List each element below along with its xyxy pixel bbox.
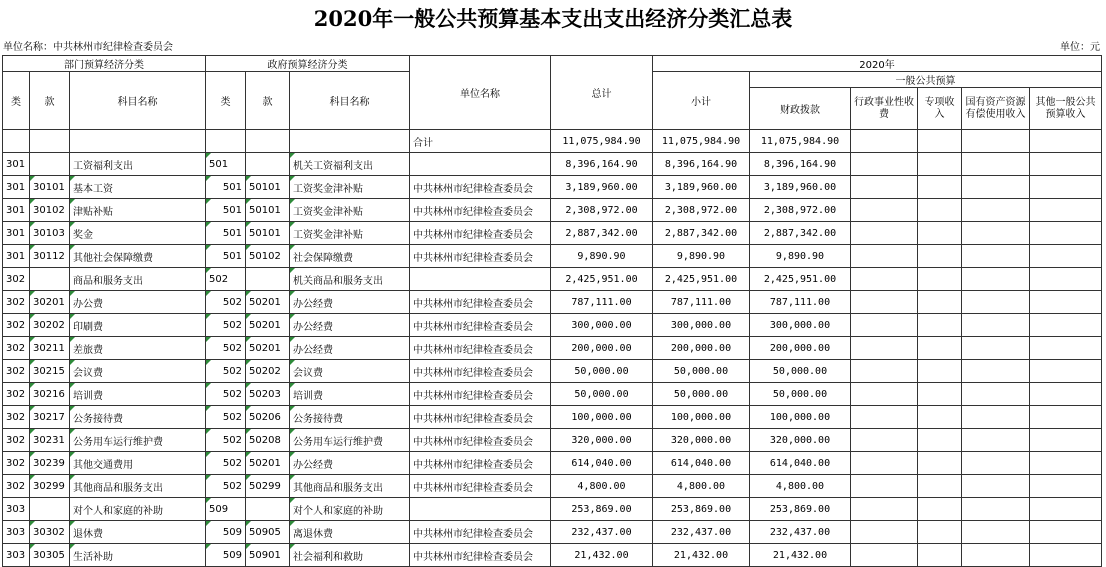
cell-kuan: 30231 [30, 429, 70, 452]
cell-empty [1030, 222, 1102, 245]
cell-subject-name: 商品和服务支出 [70, 268, 206, 291]
cell-kuan: 30103 [30, 222, 70, 245]
cell-total: 100,000.00 [551, 406, 653, 429]
cell-gov-subject-name: 社会福利和救助 [290, 544, 410, 567]
cell-gov-lei: 502 [206, 360, 246, 383]
cell-gov-subject-name: 机关商品和服务支出 [290, 268, 410, 291]
cell-subtotal: 3,189,960.00 [653, 176, 750, 199]
unit-name-label: 单位名称：中共林州市纪律检查委员会 [3, 42, 173, 53]
cell-fiscal: 2,425,951.00 [750, 268, 851, 291]
cell-empty [851, 383, 918, 406]
cell-gov-lei: 502 [206, 406, 246, 429]
cell-empty [1030, 291, 1102, 314]
cell-lei: 302 [3, 268, 30, 291]
cell-empty [1030, 544, 1102, 567]
cell-gov-lei: 502 [206, 314, 246, 337]
cell-empty [962, 429, 1030, 452]
cell-empty [851, 521, 918, 544]
cell-lei: 302 [3, 360, 30, 383]
cell-empty [851, 222, 918, 245]
table-row [3, 337, 1102, 360]
cell-total: 2,887,342.00 [551, 222, 653, 245]
cell-fiscal: 9,890.90 [750, 245, 851, 268]
header-special-income: 专项收入 [918, 88, 962, 130]
cell-empty [851, 544, 918, 567]
table-row [3, 475, 1102, 498]
cell-empty [851, 314, 918, 337]
cell-gov-subject-name: 办公经费 [290, 314, 410, 337]
cell-gov-kuan: 50905 [246, 521, 290, 544]
cell-gov-kuan: 50102 [246, 245, 290, 268]
header-dept-class: 部门预算经济分类 [3, 56, 206, 72]
cell-gov-lei: 509 [206, 498, 246, 521]
cell-gov-lei: 502 [206, 291, 246, 314]
cell-total: 787,111.00 [551, 291, 653, 314]
header-lei: 类 [3, 72, 30, 130]
header-fiscal: 财政拨款 [750, 88, 851, 130]
cell-empty [851, 291, 918, 314]
cell-empty [962, 291, 1030, 314]
cell-total: 9,890.90 [551, 245, 653, 268]
cell-total: 200,000.00 [551, 337, 653, 360]
cell-total: 21,432.00 [551, 544, 653, 567]
cell-total: 8,396,164.90 [551, 153, 653, 176]
cell-gov-subject-name: 其他商品和服务支出 [290, 475, 410, 498]
cell-kuan: 30299 [30, 475, 70, 498]
cell-unit-name: 中共林州市纪律检查委员会 [410, 452, 551, 475]
cell-gov-kuan: 50201 [246, 337, 290, 360]
header-general-budget: 一般公共预算 [750, 72, 1102, 88]
table-row [3, 314, 1102, 337]
cell-gov-kuan: 50101 [246, 199, 290, 222]
cell-empty [962, 544, 1030, 567]
cell-unit-name: 中共林州市纪律检查委员会 [410, 383, 551, 406]
table-row [3, 291, 1102, 314]
cell-unit-name [410, 498, 551, 521]
cell-fiscal: 2,887,342.00 [750, 222, 851, 245]
cell-total: 3,189,960.00 [551, 176, 653, 199]
cell-subtotal: 50,000.00 [653, 360, 750, 383]
cell-empty [851, 429, 918, 452]
table-row [3, 153, 1102, 176]
cell-lei: 301 [3, 222, 30, 245]
cell-kuan [30, 153, 70, 176]
cell-unit-name: 中共林州市纪律检查委员会 [410, 337, 551, 360]
cell-empty [1030, 337, 1102, 360]
cell-lei: 303 [3, 544, 30, 567]
cell-lei: 301 [3, 245, 30, 268]
cell-empty [851, 268, 918, 291]
table-row [3, 383, 1102, 406]
cell-kuan: 30102 [30, 199, 70, 222]
cell-empty [918, 314, 962, 337]
page-title: 2020年一般公共预算基本支出支出经济分类汇总表 [313, 6, 793, 31]
cell-gov-subject-name: 工资奖金津补贴 [290, 176, 410, 199]
cell-subject-name: 其他社会保障缴费 [70, 245, 206, 268]
cell-gov-kuan: 50201 [246, 452, 290, 475]
cell-gov-lei: 501 [206, 153, 246, 176]
table-row [3, 521, 1102, 544]
cell-empty [918, 383, 962, 406]
cell-fiscal: 200,000.00 [750, 337, 851, 360]
cell-empty [1030, 475, 1102, 498]
cell-subject-name: 工资福利支出 [70, 153, 206, 176]
cell-subtotal: 9,890.90 [653, 245, 750, 268]
cell-subtotal: 787,111.00 [653, 291, 750, 314]
cell-gov-subject-name: 办公经费 [290, 291, 410, 314]
cell-empty [851, 406, 918, 429]
cell-lei: 301 [3, 199, 30, 222]
cell-unit-name: 中共林州市纪律检查委员会 [410, 199, 551, 222]
table-row [3, 222, 1102, 245]
cell-fiscal: 21,432.00 [750, 544, 851, 567]
cell-empty [962, 222, 1030, 245]
cell-lei: 302 [3, 475, 30, 498]
cell-gov-kuan [246, 153, 290, 176]
cell-empty [962, 176, 1030, 199]
cell-gov-kuan: 50201 [246, 291, 290, 314]
table-row [3, 176, 1102, 199]
cell-fiscal: 300,000.00 [750, 314, 851, 337]
cell-gov-subject-name: 公务用车运行维护费 [290, 429, 410, 452]
cell-subject-name: 对个人和家庭的补助 [70, 498, 206, 521]
cell-kuan: 30215 [30, 360, 70, 383]
cell-gov-lei: 509 [206, 544, 246, 567]
cell-kuan: 30305 [30, 544, 70, 567]
cell-empty [918, 245, 962, 268]
cell-lei: 302 [3, 314, 30, 337]
cell-subject-name: 公务接待费 [70, 406, 206, 429]
cell-empty [851, 475, 918, 498]
cell-gov-lei: 501 [206, 176, 246, 199]
cell-total: 232,437.00 [551, 521, 653, 544]
cell-empty [1030, 176, 1102, 199]
cell-subject-name: 基本工资 [70, 176, 206, 199]
cell-gov-lei: 502 [206, 337, 246, 360]
cell-lei: 302 [3, 383, 30, 406]
cell-empty [962, 268, 1030, 291]
cell-unit-name [410, 268, 551, 291]
cell-empty [1030, 452, 1102, 475]
header-kuan: 款 [30, 72, 70, 130]
cell-empty [918, 521, 962, 544]
sum-row [3, 130, 1102, 153]
cell-empty [962, 498, 1030, 521]
cell-fiscal: 614,040.00 [750, 452, 851, 475]
header-admin-fee: 行政事业性收费 [851, 88, 918, 130]
cell-empty [1030, 429, 1102, 452]
table-row [3, 360, 1102, 383]
cell-empty [918, 475, 962, 498]
cell-empty [918, 268, 962, 291]
cell-empty [918, 544, 962, 567]
header-gov-kuan: 款 [246, 72, 290, 130]
cell-unit-name: 中共林州市纪律检查委员会 [410, 521, 551, 544]
currency-unit-label: 单位：元 [1060, 42, 1100, 53]
cell-gov-lei: 501 [206, 222, 246, 245]
cell-gov-kuan: 50202 [246, 360, 290, 383]
cell-kuan: 30202 [30, 314, 70, 337]
cell-subject-name: 差旅费 [70, 337, 206, 360]
cell-empty [1030, 199, 1102, 222]
header-unit-name: 单位名称 [410, 56, 551, 130]
cell-fiscal: 50,000.00 [750, 360, 851, 383]
cell-total: 50,000.00 [551, 383, 653, 406]
cell-subtotal: 253,869.00 [653, 498, 750, 521]
cell-gov-subject-name: 社会保障缴费 [290, 245, 410, 268]
cell-empty [962, 337, 1030, 360]
table-row [3, 268, 1102, 291]
cell-lei: 302 [3, 291, 30, 314]
cell-unit-name: 中共林州市纪律检查委员会 [410, 544, 551, 567]
cell-gov-kuan: 50206 [246, 406, 290, 429]
cell-fiscal: 2,308,972.00 [750, 199, 851, 222]
cell-gov-subject-name: 办公经费 [290, 337, 410, 360]
cell-fiscal: 320,000.00 [750, 429, 851, 452]
sum-subtotal: 11,075,984.90 [653, 130, 750, 153]
cell-empty [962, 245, 1030, 268]
cell-gov-kuan [246, 268, 290, 291]
cell-empty [851, 452, 918, 475]
cell-empty [918, 360, 962, 383]
cell-empty [962, 360, 1030, 383]
cell-empty [962, 452, 1030, 475]
cell-empty [1030, 383, 1102, 406]
cell-total: 253,869.00 [551, 498, 653, 521]
cell-empty [918, 153, 962, 176]
cell-subtotal: 2,887,342.00 [653, 222, 750, 245]
table-row [3, 498, 1102, 521]
cell-gov-kuan: 50901 [246, 544, 290, 567]
cell-total: 2,308,972.00 [551, 199, 653, 222]
cell-empty [962, 153, 1030, 176]
cell-lei: 302 [3, 429, 30, 452]
cell-kuan: 30239 [30, 452, 70, 475]
cell-empty [851, 153, 918, 176]
cell-kuan: 30101 [30, 176, 70, 199]
cell-empty [962, 406, 1030, 429]
cell-gov-kuan: 50203 [246, 383, 290, 406]
sum-fiscal: 11,075,984.90 [750, 130, 851, 153]
cell-subject-name: 奖金 [70, 222, 206, 245]
cell-total: 300,000.00 [551, 314, 653, 337]
cell-subject-name: 津贴补贴 [70, 199, 206, 222]
cell-subject-name: 其他交通费用 [70, 452, 206, 475]
cell-subject-name: 办公费 [70, 291, 206, 314]
summary-table [2, 55, 1102, 567]
cell-gov-kuan: 50208 [246, 429, 290, 452]
cell-gov-subject-name: 会议费 [290, 360, 410, 383]
cell-unit-name: 中共林州市纪律检查委员会 [410, 245, 551, 268]
cell-fiscal: 3,189,960.00 [750, 176, 851, 199]
cell-total: 50,000.00 [551, 360, 653, 383]
cell-gov-subject-name: 培训费 [290, 383, 410, 406]
cell-empty [918, 498, 962, 521]
table-row [3, 245, 1102, 268]
cell-total: 4,800.00 [551, 475, 653, 498]
sum-total: 11,075,984.90 [551, 130, 653, 153]
cell-empty [851, 337, 918, 360]
cell-fiscal: 8,396,164.90 [750, 153, 851, 176]
cell-subtotal: 2,425,951.00 [653, 268, 750, 291]
cell-gov-lei: 502 [206, 475, 246, 498]
cell-unit-name: 中共林州市纪律检查委员会 [410, 429, 551, 452]
cell-subject-name: 印刷费 [70, 314, 206, 337]
cell-subtotal: 8,396,164.90 [653, 153, 750, 176]
cell-subtotal: 200,000.00 [653, 337, 750, 360]
cell-empty [1030, 360, 1102, 383]
cell-kuan [30, 268, 70, 291]
cell-empty [851, 360, 918, 383]
cell-empty [918, 176, 962, 199]
cell-subject-name: 生活补助 [70, 544, 206, 567]
cell-unit-name [410, 153, 551, 176]
cell-empty [962, 475, 1030, 498]
cell-subtotal: 2,308,972.00 [653, 199, 750, 222]
cell-gov-subject-name: 办公经费 [290, 452, 410, 475]
cell-empty [918, 337, 962, 360]
table-row [3, 199, 1102, 222]
table-row [3, 429, 1102, 452]
cell-subtotal: 300,000.00 [653, 314, 750, 337]
header-year: 2020年 [653, 56, 1102, 72]
cell-lei: 301 [3, 153, 30, 176]
cell-subtotal: 4,800.00 [653, 475, 750, 498]
cell-kuan: 30211 [30, 337, 70, 360]
cell-gov-lei: 501 [206, 199, 246, 222]
cell-subject-name: 培训费 [70, 383, 206, 406]
cell-empty [851, 245, 918, 268]
cell-unit-name: 中共林州市纪律检查委员会 [410, 475, 551, 498]
cell-fiscal: 100,000.00 [750, 406, 851, 429]
cell-gov-subject-name: 对个人和家庭的补助 [290, 498, 410, 521]
cell-fiscal: 253,869.00 [750, 498, 851, 521]
cell-kuan: 30112 [30, 245, 70, 268]
cell-fiscal: 4,800.00 [750, 475, 851, 498]
cell-empty [1030, 268, 1102, 291]
cell-unit-name: 中共林州市纪律检查委员会 [410, 406, 551, 429]
cell-kuan: 30216 [30, 383, 70, 406]
cell-empty [962, 199, 1030, 222]
cell-empty [918, 291, 962, 314]
cell-empty [918, 452, 962, 475]
cell-kuan: 30217 [30, 406, 70, 429]
cell-empty [851, 176, 918, 199]
cell-gov-lei: 502 [206, 268, 246, 291]
cell-gov-lei: 502 [206, 383, 246, 406]
cell-subtotal: 232,437.00 [653, 521, 750, 544]
cell-empty [918, 406, 962, 429]
cell-gov-subject-name: 工资奖金津补贴 [290, 199, 410, 222]
cell-empty [1030, 521, 1102, 544]
cell-gov-subject-name: 工资奖金津补贴 [290, 222, 410, 245]
header-subtotal: 小计 [653, 72, 750, 130]
cell-kuan [30, 498, 70, 521]
cell-gov-kuan [246, 498, 290, 521]
cell-kuan: 30302 [30, 521, 70, 544]
header-subject: 科目名称 [70, 72, 206, 130]
cell-empty [1030, 314, 1102, 337]
cell-unit-name: 中共林州市纪律检查委员会 [410, 314, 551, 337]
cell-fiscal: 50,000.00 [750, 383, 851, 406]
cell-lei: 302 [3, 452, 30, 475]
cell-empty [918, 429, 962, 452]
cell-unit-name: 中共林州市纪律检查委员会 [410, 176, 551, 199]
table-row [3, 406, 1102, 429]
cell-empty [918, 222, 962, 245]
cell-empty [962, 383, 1030, 406]
cell-total: 614,040.00 [551, 452, 653, 475]
cell-gov-kuan: 50101 [246, 222, 290, 245]
cell-lei: 302 [3, 406, 30, 429]
header-gov-class: 政府预算经济分类 [206, 56, 410, 72]
header-total: 总计 [551, 56, 653, 130]
cell-subject-name: 其他商品和服务支出 [70, 475, 206, 498]
table-row [3, 452, 1102, 475]
cell-gov-lei: 509 [206, 521, 246, 544]
cell-empty [962, 314, 1030, 337]
cell-fiscal: 232,437.00 [750, 521, 851, 544]
cell-subtotal: 320,000.00 [653, 429, 750, 452]
cell-unit-name: 中共林州市纪律检查委员会 [410, 222, 551, 245]
cell-subject-name: 公务用车运行维护费 [70, 429, 206, 452]
cell-empty [851, 498, 918, 521]
cell-subject-name: 退休费 [70, 521, 206, 544]
cell-gov-kuan: 50201 [246, 314, 290, 337]
cell-empty [918, 199, 962, 222]
cell-subtotal: 50,000.00 [653, 383, 750, 406]
cell-gov-lei: 502 [206, 452, 246, 475]
cell-fiscal: 787,111.00 [750, 291, 851, 314]
cell-subtotal: 100,000.00 [653, 406, 750, 429]
cell-gov-subject-name: 离退休费 [290, 521, 410, 544]
cell-empty [851, 199, 918, 222]
cell-gov-lei: 501 [206, 245, 246, 268]
cell-kuan: 30201 [30, 291, 70, 314]
cell-empty [1030, 245, 1102, 268]
cell-gov-subject-name: 公务接待费 [290, 406, 410, 429]
sum-label: 合计 [410, 130, 551, 153]
cell-empty [1030, 498, 1102, 521]
cell-gov-kuan: 50101 [246, 176, 290, 199]
cell-total: 2,425,951.00 [551, 268, 653, 291]
cell-unit-name: 中共林州市纪律检查委员会 [410, 360, 551, 383]
cell-gov-lei: 502 [206, 429, 246, 452]
cell-lei: 301 [3, 176, 30, 199]
cell-gov-kuan: 50299 [246, 475, 290, 498]
cell-total: 320,000.00 [551, 429, 653, 452]
cell-lei: 303 [3, 498, 30, 521]
cell-empty [1030, 153, 1102, 176]
cell-subtotal: 21,432.00 [653, 544, 750, 567]
header-state-asset: 国有资产资源有偿使用收入 [962, 88, 1030, 130]
table-row [3, 544, 1102, 567]
cell-gov-subject-name: 机关工资福利支出 [290, 153, 410, 176]
cell-empty [1030, 406, 1102, 429]
cell-empty [962, 521, 1030, 544]
header-gov-lei: 类 [206, 72, 246, 130]
cell-unit-name: 中共林州市纪律检查委员会 [410, 291, 551, 314]
cell-lei: 303 [3, 521, 30, 544]
cell-lei: 302 [3, 337, 30, 360]
header-other-income: 其他一般公共预算收入 [1030, 88, 1102, 130]
cell-subject-name: 会议费 [70, 360, 206, 383]
header-gov-subject: 科目名称 [290, 72, 410, 130]
cell-subtotal: 614,040.00 [653, 452, 750, 475]
